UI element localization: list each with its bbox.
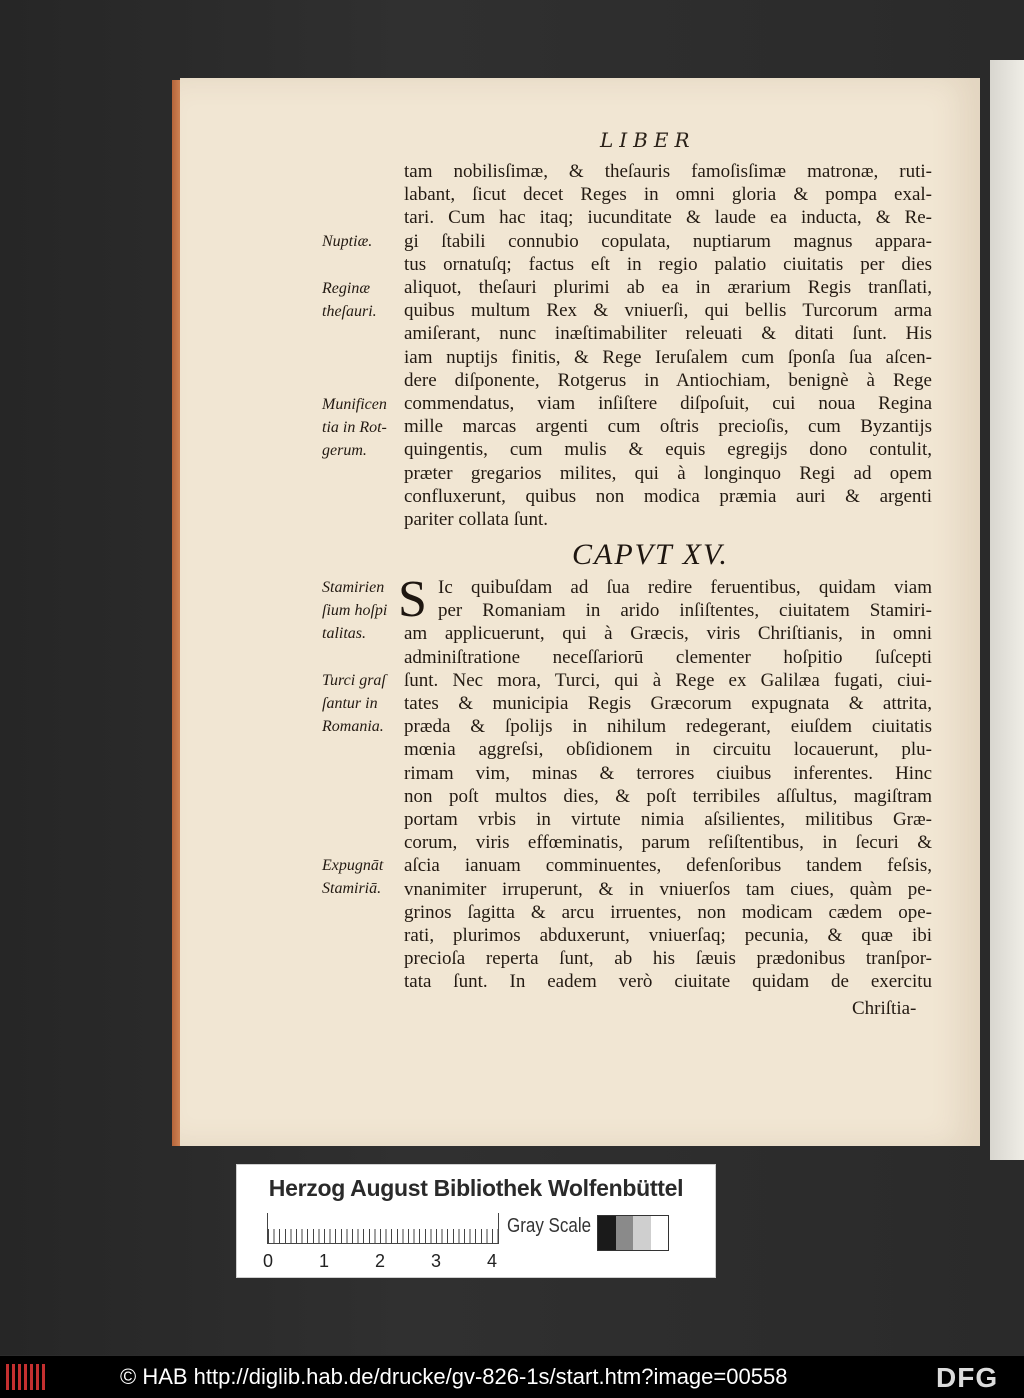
text-line: aſcia ianuam comminuentes, defenſoribus tandem feſsis, [404, 855, 932, 877]
text-line: iam nuptijs finitis, & Rege Ieruſalem cum ſponſa ſua aſcen- [404, 346, 932, 368]
text-line: labant, ſicut decet Reges in omni gloria & pompa exal- [404, 184, 932, 206]
footer-url[interactable]: © HAB http://diglib.hab.de/drucke/gv-826-1s/start.htm?image=00558 [120, 1364, 788, 1389]
running-head: LIBER [600, 128, 696, 152]
gray-swatch [651, 1216, 669, 1250]
marginal-line: Expugnāt [322, 857, 384, 874]
marginal-line: Nuptiæ. [322, 233, 373, 250]
ruler-number: 4 [487, 1251, 498, 1271]
text-line: commendatus, viam inſiſtere diſpoſuit, cui noua Regina [404, 393, 932, 415]
marginal-line: Reginæ [322, 280, 370, 297]
text-line: pariter collata ſunt. [404, 509, 549, 531]
text-line: per Romaniam in arido inſiſtentes, ciuitatem Stamiri- [438, 600, 932, 622]
hab-logo-icon [6, 1364, 46, 1390]
text-line: mille marcas argenti cum oſtris precioſis, cum Byzantijs [404, 416, 932, 438]
ruler-number: 3 [431, 1251, 442, 1271]
gray-swatch [616, 1216, 634, 1250]
text-line: tata ſunt. In eadem verò ciuitate quidam de exercitu [404, 971, 932, 993]
gray-scale-swatches [597, 1215, 669, 1251]
text-line: dere diſponente, Rotgerus in Antiochiam, benignè à Rege [404, 369, 932, 391]
text-line: præter gregarios milites, qui à longinquo Regi ad opem [404, 462, 932, 484]
chapter-heading: CAPVT XV. [572, 538, 729, 571]
marginal-line: tia in Rot- [322, 419, 387, 436]
catchword: Chriſtia- [852, 998, 917, 1019]
marginal-note-reginae [322, 277, 404, 323]
text-line: vnanimiter irruperunt, & in vniuerſos tam ciues, quàm pe- [404, 878, 932, 900]
text-line: confluxerunt, quibus non modica præmia auri & argenti [404, 485, 932, 507]
text-line: tus ornatuſq; factus eſt in regio palatio ciuitatis per dies [404, 253, 932, 275]
measurement-ruler [267, 1213, 499, 1244]
paragraph-1 [404, 160, 932, 531]
marginal-line: ſantur in [322, 695, 378, 712]
text-line: corum, viris effœminatis, parum reſiſtentibus, in ſecuri & [404, 832, 932, 854]
text-line: tates & municipia Regis Græcorum expugnata & attrita, [404, 693, 932, 715]
paragraph-2 [404, 576, 932, 994]
text-line: non poſt multos dies, & poſt terribiles aſſultus, magiſtram [404, 785, 932, 807]
marginal-line: Munificen [322, 396, 387, 413]
text-line: aliquot, theſauri plurimi ab ea in ærarium Regis tranſlati, [404, 277, 932, 299]
ruler-number: 1 [319, 1251, 330, 1271]
text-line: amiſerant, nunc inæſtimabiliter releuati & ditati ſunt. His [404, 323, 932, 345]
marginal-line: gerum. [322, 442, 367, 459]
library-name: Herzog August Bibliothek Wolfenbüttel [268, 1175, 684, 1201]
marginal-note-expugnat [322, 854, 404, 900]
marginal-note-stamirien [322, 576, 404, 645]
text-line: precioſa reperta ſunt, ab his ſæuis prædonibus tranſpor- [404, 948, 932, 970]
text-line: tari. Cum hac itaq; iucunditate & laude ea inducta, & Re- [404, 207, 932, 229]
text-line: grinos ſagitta & arcu irruentes, non modicam cædem ope- [404, 901, 932, 923]
marginal-line: Romania. [322, 718, 384, 735]
marginal-note-turci [322, 669, 404, 738]
text-line: quingentis, cum mulis & equis egregijs dono contulit, [404, 439, 932, 461]
marginal-note-nuptiae [322, 230, 404, 253]
text-line: Ic quibuſdam ad ſua redire feruentibus, quidam viam [438, 577, 932, 598]
marginal-line: ſium hoſpi [322, 602, 388, 619]
marginal-line: Stamirien [322, 579, 385, 596]
text-line: rati, plurimos abduxerunt, vniuerſaq; pecunia, & quæ ibi [404, 925, 932, 947]
dfg-logo: DFG [936, 1362, 999, 1393]
marginal-line: theſauri. [322, 303, 377, 320]
text-line: rimam vim, minas & terrores ciuibus inferentes. Hinc [404, 762, 932, 784]
marginal-line: Stamiriā. [322, 880, 382, 897]
library-scale-card [236, 1164, 716, 1278]
text-line: mœnia aggreſsi, obſidionem in circuitu locauerunt, plu- [404, 739, 932, 761]
gray-swatch [633, 1216, 651, 1250]
gray-swatch [598, 1216, 616, 1250]
drop-capital: S [398, 571, 427, 628]
text-line: adminiſtratione neceſſariorū clementer hoſpitio ſuſcepti [404, 646, 932, 668]
text-line: quibus multum Rex & vniuerſi, qui bellis Turcorum arma [404, 300, 932, 322]
facing-page-edge [990, 60, 1024, 1160]
marginal-line: talitas. [322, 625, 367, 642]
marginal-note-munificentia [322, 393, 404, 462]
text-line: gi ſtabili connubio copulata, nuptiarum magnus appara- [404, 230, 932, 252]
text-line: præda & ſpolijs in nihilum redegerant, eiuſdem ciuitatis [404, 716, 932, 738]
text-line: portam vrbis in virtute nimia aſsilientes, militibus Græ- [404, 809, 932, 831]
ruler-number: 0 [263, 1251, 274, 1271]
gray-scale-label: Gray Scale [507, 1215, 592, 1237]
marginal-line: Turci graſ [322, 672, 386, 689]
text-line: tam nobilisſimæ, & theſauris famoſisſimæ matronæ, ruti- [404, 161, 932, 182]
text-line: ſunt. Nec mora, Turci, qui à Rege ex Galilæa fugati, ciui- [404, 669, 932, 691]
text-line: am applicuerunt, qui à Græcis, viris Chriſtianis, in omni [404, 623, 932, 645]
ruler-number: 2 [375, 1251, 386, 1271]
footer-bar [0, 1356, 1024, 1398]
